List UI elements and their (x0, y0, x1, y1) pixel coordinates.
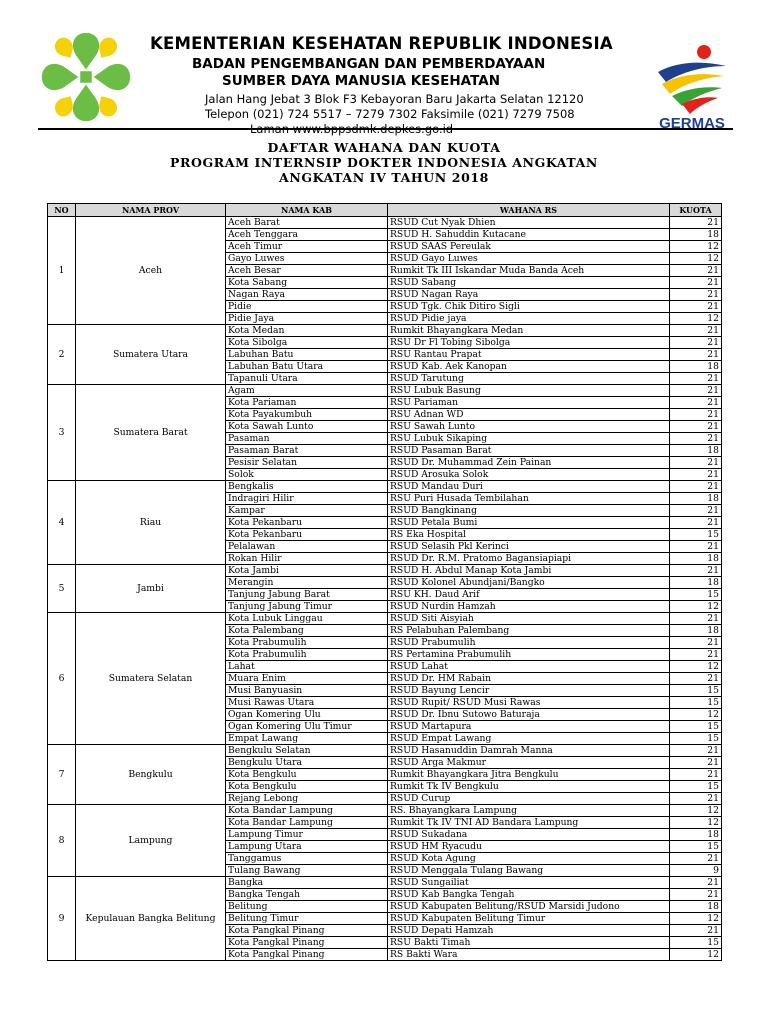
cell-kuota: 21 (670, 289, 722, 301)
cell-kab: Kota Sibolga (226, 337, 388, 349)
cell-kab: Pasaman (226, 433, 388, 445)
cell-kuota: 15 (670, 589, 722, 601)
cell-kab: Rokan Hilir (226, 553, 388, 565)
cell-no: 2 (48, 325, 76, 385)
cell-no: 1 (48, 217, 76, 325)
cell-kuota: 15 (670, 697, 722, 709)
cell-kab: Kota Palembang (226, 625, 388, 637)
cell-kab: Lahat (226, 661, 388, 673)
address: Jalan Hang Jebat 3 Blok F3 Kebayoran Baru Jakarta Selatan 12120 (205, 92, 584, 106)
cell-rs: RS Pelabuhan Palembang (388, 625, 670, 637)
cell-kuota: 18 (670, 493, 722, 505)
cell-kab: Kota Medan (226, 325, 388, 337)
cell-kab: Pidie Jaya (226, 313, 388, 325)
cell-rs: RSU Puri Husada Tembilahan (388, 493, 670, 505)
cell-kab: Labuhan Batu Utara (226, 361, 388, 373)
cell-rs: RSUD Depati Hamzah (388, 925, 670, 937)
cell-rs: RSU Pariaman (388, 397, 670, 409)
cell-kab: Empat Lawang (226, 733, 388, 745)
cell-kuota: 21 (670, 649, 722, 661)
cell-kuota: 21 (670, 757, 722, 769)
cell-prov: Aceh (76, 217, 226, 325)
cell-rs: RSUD Kolonel Abundjani/Bangko (388, 577, 670, 589)
cell-kuota: 18 (670, 625, 722, 637)
cell-rs: RSU Rantau Prapat (388, 349, 670, 361)
cell-kuota: 21 (670, 673, 722, 685)
cell-kab: Kota Sabang (226, 277, 388, 289)
cell-rs: RSUD Dr. R.M. Pratomo Bagansiapiapi (388, 553, 670, 565)
cell-kuota: 15 (670, 937, 722, 949)
cell-kuota: 12 (670, 913, 722, 925)
cell-kuota: 15 (670, 781, 722, 793)
cell-kab: Kota Jambi (226, 565, 388, 577)
phone: Telepon (021) 724 5517 – 7279 7302 Faksimile (021) 7279 7508 (205, 107, 575, 121)
cell-kuota: 21 (670, 457, 722, 469)
cell-kab: Bengkulu Utara (226, 757, 388, 769)
table-row (48, 481, 722, 493)
cell-rs: RSUD Kab. Aek Kanopan (388, 361, 670, 373)
cell-kab: Pesisir Selatan (226, 457, 388, 469)
cell-rs: RSUD Pidie jaya (388, 313, 670, 325)
cell-rs: RSUD Pasaman Barat (388, 445, 670, 457)
table-row (48, 565, 722, 577)
cell-rs: RSUD Empat Lawang (388, 733, 670, 745)
cell-kab: Bengkulu Selatan (226, 745, 388, 757)
cell-rs: RSUD Kabupaten Belitung Timur (388, 913, 670, 925)
cell-rs: RSUD Sukadana (388, 829, 670, 841)
cell-rs: RSUD Bangkinang (388, 505, 670, 517)
agency-line-1: BADAN PENGEMBANGAN DAN PEMBERDAYAAN (192, 56, 546, 72)
cell-kuota: 18 (670, 229, 722, 241)
cell-rs: RS. Bhayangkara Lampung (388, 805, 670, 817)
title-line-3: ANGKATAN IV TAHUN 2018 (279, 170, 489, 185)
cell-kab: Tanggamus (226, 853, 388, 865)
cell-kab: Tapanuli Utara (226, 373, 388, 385)
col-header-rs: WAHANA RS (388, 204, 670, 217)
cell-rs: RSUD Nurdin Hamzah (388, 601, 670, 613)
cell-kab: Kota Pangkal Pinang (226, 949, 388, 961)
table-row (48, 745, 722, 757)
cell-kuota: 15 (670, 841, 722, 853)
cell-rs: RSUD Kabupaten Belitung/RSUD Marsidi Judono (388, 901, 670, 913)
letterhead (0, 0, 768, 136)
cell-rs: RSUD Nagan Raya (388, 289, 670, 301)
col-header-no: NO (48, 204, 76, 217)
cell-kuota: 21 (670, 409, 722, 421)
cell-kuota: 21 (670, 469, 722, 481)
cell-prov: Sumatera Utara (76, 325, 226, 385)
cell-rs: RS Bakti Wara (388, 949, 670, 961)
cell-kab: Indragiri Hilir (226, 493, 388, 505)
col-header-kab: NAMA KAB (226, 204, 388, 217)
cell-kuota: 21 (670, 889, 722, 901)
table-header-row (48, 204, 722, 217)
cell-kab: Kota Pekanbaru (226, 517, 388, 529)
cell-no: 4 (48, 481, 76, 565)
table-row (48, 217, 722, 229)
cell-kab: Kota Bengkulu (226, 769, 388, 781)
cell-prov: Lampung (76, 805, 226, 877)
cell-no: 9 (48, 877, 76, 961)
cell-kab: Kota Sawah Lunto (226, 421, 388, 433)
cell-rs: RSU Adnan WD (388, 409, 670, 421)
cell-kuota: 12 (670, 661, 722, 673)
col-header-prov: NAMA PROV (76, 204, 226, 217)
cell-rs: RSUD HM Ryacudu (388, 841, 670, 853)
cell-rs: RSUD Kab Bangka Tengah (388, 889, 670, 901)
cell-kuota: 21 (670, 541, 722, 553)
cell-kab: Pelalawan (226, 541, 388, 553)
cell-kuota: 18 (670, 445, 722, 457)
cell-rs: RSUD Martapura (388, 721, 670, 733)
cell-kab: Pidie (226, 301, 388, 313)
cell-kuota: 12 (670, 601, 722, 613)
cell-kab: Kota Pariaman (226, 397, 388, 409)
cell-kuota: 21 (670, 301, 722, 313)
cell-kuota: 15 (670, 529, 722, 541)
cell-no: 5 (48, 565, 76, 613)
table-row (48, 325, 722, 337)
cell-kab: Agam (226, 385, 388, 397)
cell-kab: Kampar (226, 505, 388, 517)
cell-kuota: 21 (670, 433, 722, 445)
document-title (0, 140, 768, 185)
cell-kuota: 21 (670, 373, 722, 385)
cell-rs: RSUD Curup (388, 793, 670, 805)
cell-rs: RSUD Hasanuddin Damrah Manna (388, 745, 670, 757)
cell-kab: Tulang Bawang (226, 865, 388, 877)
cell-rs: RSUD Tgk. Chik Ditiro Sigli (388, 301, 670, 313)
cell-kab: Aceh Tenggara (226, 229, 388, 241)
cell-kuota: 21 (670, 397, 722, 409)
ministry-name: KEMENTERIAN KESEHATAN REPUBLIK INDONESIA (150, 34, 613, 53)
table-row (48, 385, 722, 397)
cell-rs: RSUD Kota Agung (388, 853, 670, 865)
table-row (48, 877, 722, 889)
cell-kuota: 12 (670, 805, 722, 817)
cell-rs: RSU Sawah Lunto (388, 421, 670, 433)
cell-rs: Rumkit Tk IV Bengkulu (388, 781, 670, 793)
table-body (48, 217, 722, 961)
cell-kab: Solok (226, 469, 388, 481)
cell-rs: RSUD Bayung Lencir (388, 685, 670, 697)
cell-kuota: 18 (670, 829, 722, 841)
cell-kab: Kota Bandar Lampung (226, 805, 388, 817)
website: Laman www.bppsdmk.depkes.go.id (250, 122, 454, 136)
title-line-1: DAFTAR WAHANA DAN KUOTA (267, 140, 501, 155)
cell-kab: Ogan Komering Ulu (226, 709, 388, 721)
cell-rs: RSUD Menggala Tulang Bawang (388, 865, 670, 877)
cell-kab: Labuhan Batu (226, 349, 388, 361)
cell-kab: Belitung (226, 901, 388, 913)
cell-rs: RSU Lubuk Sikaping (388, 433, 670, 445)
cell-kuota: 21 (670, 349, 722, 361)
cell-no: 3 (48, 385, 76, 481)
cell-rs: RSUD Siti Aisyiah (388, 613, 670, 625)
cell-kab: Belitung Timur (226, 913, 388, 925)
cell-prov: Sumatera Barat (76, 385, 226, 481)
cell-kab: Tanjung Jabung Timur (226, 601, 388, 613)
cell-kuota: 21 (670, 421, 722, 433)
cell-no: 6 (48, 613, 76, 745)
cell-kuota: 21 (670, 853, 722, 865)
cell-rs: RSUD Sabang (388, 277, 670, 289)
cell-kab: Lampung Utara (226, 841, 388, 853)
cell-rs: RSUD Petala Bumi (388, 517, 670, 529)
cell-prov: Sumatera Selatan (76, 613, 226, 745)
cell-kuota: 18 (670, 901, 722, 913)
cell-rs: RSUD Mandau Duri (388, 481, 670, 493)
cell-rs: RSUD SAAS Pereulak (388, 241, 670, 253)
cell-kuota: 21 (670, 769, 722, 781)
cell-kab: Aceh Besar (226, 265, 388, 277)
cell-rs: RSUD Sungailiat (388, 877, 670, 889)
cell-rs: RSUD Dr. Muhammad Zein Painan (388, 457, 670, 469)
cell-kuota: 21 (670, 565, 722, 577)
cell-kab: Kota Prabumulih (226, 649, 388, 661)
cell-kuota: 21 (670, 265, 722, 277)
cell-rs: RSUD Prabumulih (388, 637, 670, 649)
cell-kuota: 21 (670, 793, 722, 805)
cell-rs: RSUD Dr. Ibnu Sutowo Baturaja (388, 709, 670, 721)
title-line-2: PROGRAM INTERNSIP DOKTER INDONESIA ANGKATAN (170, 155, 598, 170)
cell-rs: RSUD Arga Makmur (388, 757, 670, 769)
cell-kuota: 21 (670, 481, 722, 493)
cell-kab: Pasaman Barat (226, 445, 388, 457)
cell-kab: Nagan Raya (226, 289, 388, 301)
cell-prov: Riau (76, 481, 226, 565)
cell-kab: Kota Pangkal Pinang (226, 937, 388, 949)
quota-table (47, 203, 722, 961)
cell-rs: RSUD Gayo Luwes (388, 253, 670, 265)
cell-kuota: 15 (670, 721, 722, 733)
cell-kab: Musi Banyuasin (226, 685, 388, 697)
table-row (48, 805, 722, 817)
cell-kab: Kota Pekanbaru (226, 529, 388, 541)
cell-prov: Bengkulu (76, 745, 226, 805)
cell-rs: Rumkit Bhayangkara Medan (388, 325, 670, 337)
cell-kuota: 21 (670, 637, 722, 649)
cell-kuota: 21 (670, 217, 722, 229)
cell-kuota: 12 (670, 313, 722, 325)
cell-rs: Rumkit Tk IV TNI AD Bandara Lampung (388, 817, 670, 829)
germas-wordmark: GERMAS (659, 115, 725, 132)
cell-kuota: 12 (670, 817, 722, 829)
cell-kuota: 12 (670, 709, 722, 721)
cell-kab: Kota Payakumbuh (226, 409, 388, 421)
col-header-kuota: KUOTA (670, 204, 722, 217)
cell-kab: Kota Bandar Lampung (226, 817, 388, 829)
cell-rs: RSU Bakti Timah (388, 937, 670, 949)
cell-kuota: 21 (670, 277, 722, 289)
table-row (48, 613, 722, 625)
letterhead-text (150, 34, 625, 136)
cell-kab: Gayo Luwes (226, 253, 388, 265)
cell-kuota: 12 (670, 253, 722, 265)
cell-kuota: 21 (670, 745, 722, 757)
germas-logo (652, 42, 732, 132)
cell-rs: RSU Lubuk Basung (388, 385, 670, 397)
header-divider (38, 128, 733, 130)
cell-kab: Aceh Timur (226, 241, 388, 253)
cell-kab: Muara Enim (226, 673, 388, 685)
cell-rs: RSUD Dr. HM Rabain (388, 673, 670, 685)
cell-kuota: 21 (670, 613, 722, 625)
cell-kab: Bangka Tengah (226, 889, 388, 901)
cell-rs: RS Eka Hospital (388, 529, 670, 541)
cell-kuota: 9 (670, 865, 722, 877)
cell-rs: RSU Dr Fl Tobing Sibolga (388, 337, 670, 349)
cell-kab: Lampung Timur (226, 829, 388, 841)
cell-prov: Jambi (76, 565, 226, 613)
cell-kuota: 21 (670, 385, 722, 397)
cell-prov: Kepulauan Bangka Belitung (76, 877, 226, 961)
cell-kuota: 21 (670, 337, 722, 349)
cell-rs: Rumkit Tk III Iskandar Muda Banda Aceh (388, 265, 670, 277)
agency-line-2: SUMBER DAYA MANUSIA KESEHATAN (222, 73, 500, 89)
cell-kab: Bangka (226, 877, 388, 889)
cell-kuota: 15 (670, 685, 722, 697)
cell-kab: Musi Rawas Utara (226, 697, 388, 709)
cell-kuota: 12 (670, 949, 722, 961)
cell-kuota: 21 (670, 877, 722, 889)
cell-kuota: 21 (670, 505, 722, 517)
cell-no: 7 (48, 745, 76, 805)
cell-rs: RSUD Rupit/ RSUD Musi Rawas (388, 697, 670, 709)
cell-kuota: 21 (670, 325, 722, 337)
cell-rs: RSUD Cut Nyak Dhien (388, 217, 670, 229)
cell-kab: Kota Pangkal Pinang (226, 925, 388, 937)
cell-kab: Aceh Barat (226, 217, 388, 229)
cell-rs: RSUD Lahat (388, 661, 670, 673)
cell-rs: RSU KH. Daud Arif (388, 589, 670, 601)
cell-kab: Tanjung Jabung Barat (226, 589, 388, 601)
cell-rs: RSUD H. Sahuddin Kutacane (388, 229, 670, 241)
cell-kab: Kota Lubuk Linggau (226, 613, 388, 625)
cell-no: 8 (48, 805, 76, 877)
cell-rs: RSUD Selasih Pkl Kerinci (388, 541, 670, 553)
cell-kuota: 21 (670, 517, 722, 529)
cell-rs: RS Pertamina Prabumulih (388, 649, 670, 661)
cell-rs: RSUD Tarutung (388, 373, 670, 385)
cell-kab: Ogan Komering Ulu Timur (226, 721, 388, 733)
cell-kuota: 12 (670, 241, 722, 253)
cell-kuota: 18 (670, 553, 722, 565)
cell-kab: Kota Prabumulih (226, 637, 388, 649)
cell-kuota: 18 (670, 577, 722, 589)
cell-kab: Bengkalis (226, 481, 388, 493)
cell-kab: Kota Bengkulu (226, 781, 388, 793)
cell-rs: Rumkit Bhayangkara Jitra Bengkulu (388, 769, 670, 781)
cell-kab: Rejang Lebong (226, 793, 388, 805)
cell-rs: RSUD Arosuka Solok (388, 469, 670, 481)
cell-kuota: 18 (670, 361, 722, 373)
cell-rs: RSUD H. Abdul Manap Kota Jambi (388, 565, 670, 577)
cell-kuota: 15 (670, 733, 722, 745)
cell-kuota: 21 (670, 925, 722, 937)
kemenkes-logo (38, 28, 134, 126)
cell-kab: Merangin (226, 577, 388, 589)
